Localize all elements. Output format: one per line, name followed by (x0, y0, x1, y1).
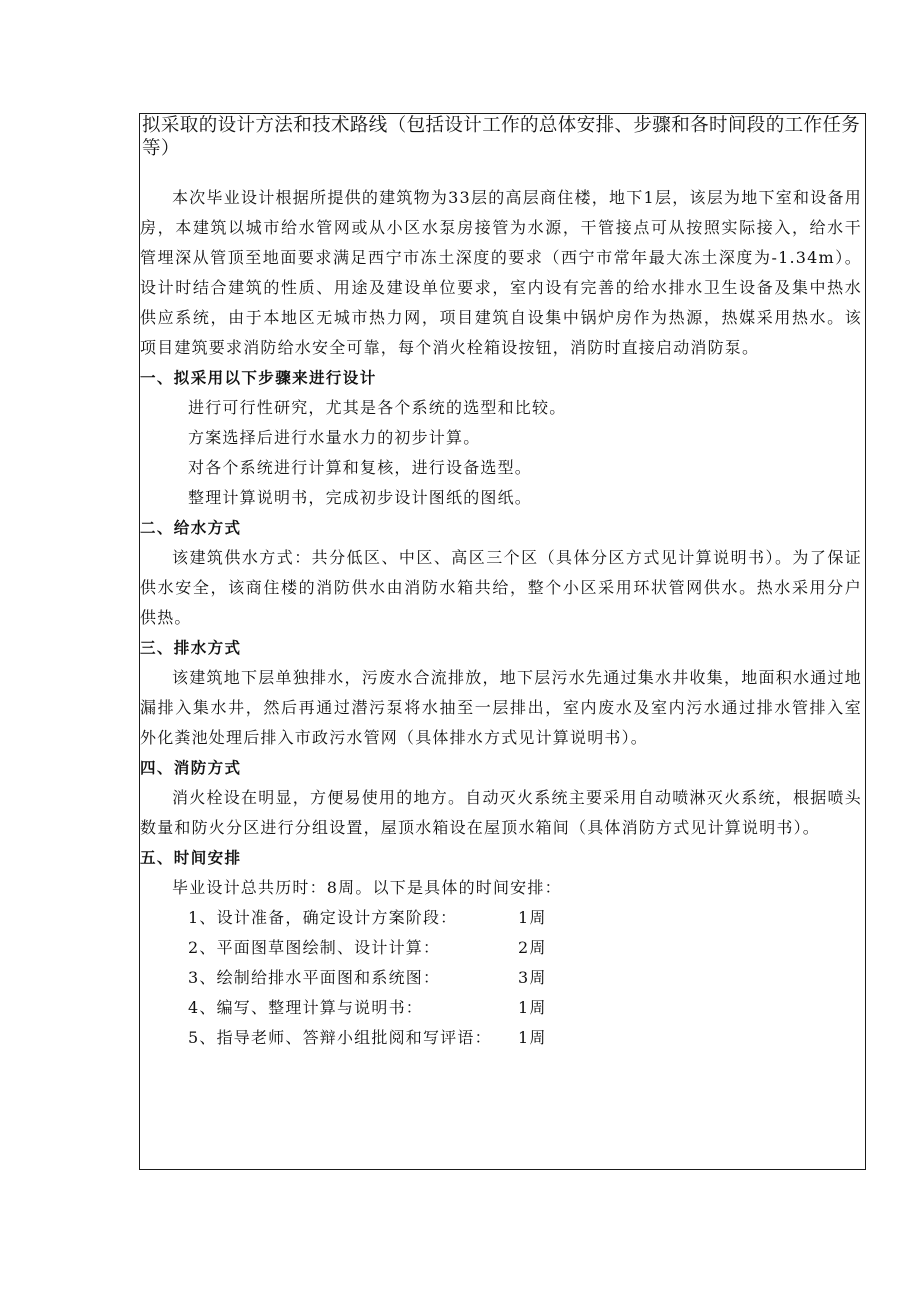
intro-paragraph: 本次毕业设计根据所提供的建筑物为33层的高层商住楼，地下1层，该层为地下室和设备用房，本建筑以城市给水管网或从小区水泵房接管为水源，干管接点可从按照实际接入，给水干管埋深从管顶至地面要求满足西宁市冻土深度的要求（西宁市常年最大冻土深度为-1.34m）。设计时结合建筑的性质、用途及建设单位要求，室内设有完善的给水排水卫生设备及集中热水供应系统，由于本地区无城市热力网，项目建筑自设集中锅炉房作为热源，热媒采用热水。该项目建筑要求消防给水安全可靠，每个消火栓箱设按钮，消防时直接启动消防泵。 (140, 188, 862, 357)
schedule-task: 1、设计准备，确定设计方案阶段： (188, 908, 458, 927)
drainage-paragraph: 该建筑地下层单独排水，污废水合流排放，地下层污水先通过集水井收集，地面积水通过地漏排入集水井，然后再通过潜污泵将水抽至一层排出，室内废水及室内污水通过排水管排入室外化粪池处理后排入市政污水管网（具体排水方式见计算说明书）。 (140, 668, 862, 747)
schedule-row (140, 963, 862, 993)
schedule-duration: 3周 (518, 968, 547, 987)
page-title: 拟采取的设计方法和技术路线（包括设计工作的总体安排、步骤和各时间段的工作任务等） (142, 115, 861, 159)
schedule-duration: 1周 (518, 1028, 547, 1047)
schedule-row (140, 993, 862, 1023)
document-content (140, 114, 862, 1053)
step-item: 对各个系统进行计算和复核，进行设备选型。 (188, 458, 533, 477)
schedule-duration: 2周 (518, 938, 547, 957)
step-item: 方案选择后进行水量水力的初步计算。 (188, 428, 481, 447)
schedule-duration: 1周 (518, 908, 547, 927)
schedule-task: 5、指导老师、答辩小组批阅和写评语： (188, 1028, 492, 1047)
fire-paragraph: 消火栓设在明显，方便易使用的地方。自动灭火系统主要采用自动喷淋灭火系统，根据喷头数量和防火分区进行分组设置，屋顶水箱设在屋顶水箱间（具体消防方式见计算说明书）。 (140, 788, 862, 837)
schedule-row (140, 1023, 862, 1053)
schedule-duration: 1周 (518, 998, 547, 1017)
schedule-intro: 毕业设计总共历时：8周。以下是具体的时间安排： (172, 878, 562, 897)
section-heading-steps: 一、拟采用以下步骤来进行设计 (140, 369, 377, 387)
section-heading-fire: 四、消防方式 (140, 759, 242, 777)
water-supply-paragraph: 该建筑供水方式：共分低区、中区、高区三个区（具体分区方式见计算说明书）。为了保证供水安全，该商住楼的消防供水由消防水箱共给，整个小区采用环状管网供水。热水采用分户供热。 (140, 548, 862, 627)
step-item: 整理计算说明书，完成初步设计图纸的图纸。 (188, 488, 533, 507)
step-item: 进行可行性研究，尤其是各个系统的选型和比较。 (188, 398, 567, 417)
schedule-row (140, 903, 862, 933)
schedule-task: 3、绘制给排水平面图和系统图： (188, 968, 441, 987)
section-heading-schedule: 五、时间安排 (140, 849, 242, 867)
schedule-row (140, 933, 862, 963)
schedule-task: 2、平面图草图绘制、设计计算： (188, 938, 441, 957)
section-heading-drainage: 三、排水方式 (140, 639, 242, 657)
schedule-task: 4、编写、整理计算与说明书： (188, 998, 423, 1017)
section-heading-water-supply: 二、给水方式 (140, 519, 242, 537)
